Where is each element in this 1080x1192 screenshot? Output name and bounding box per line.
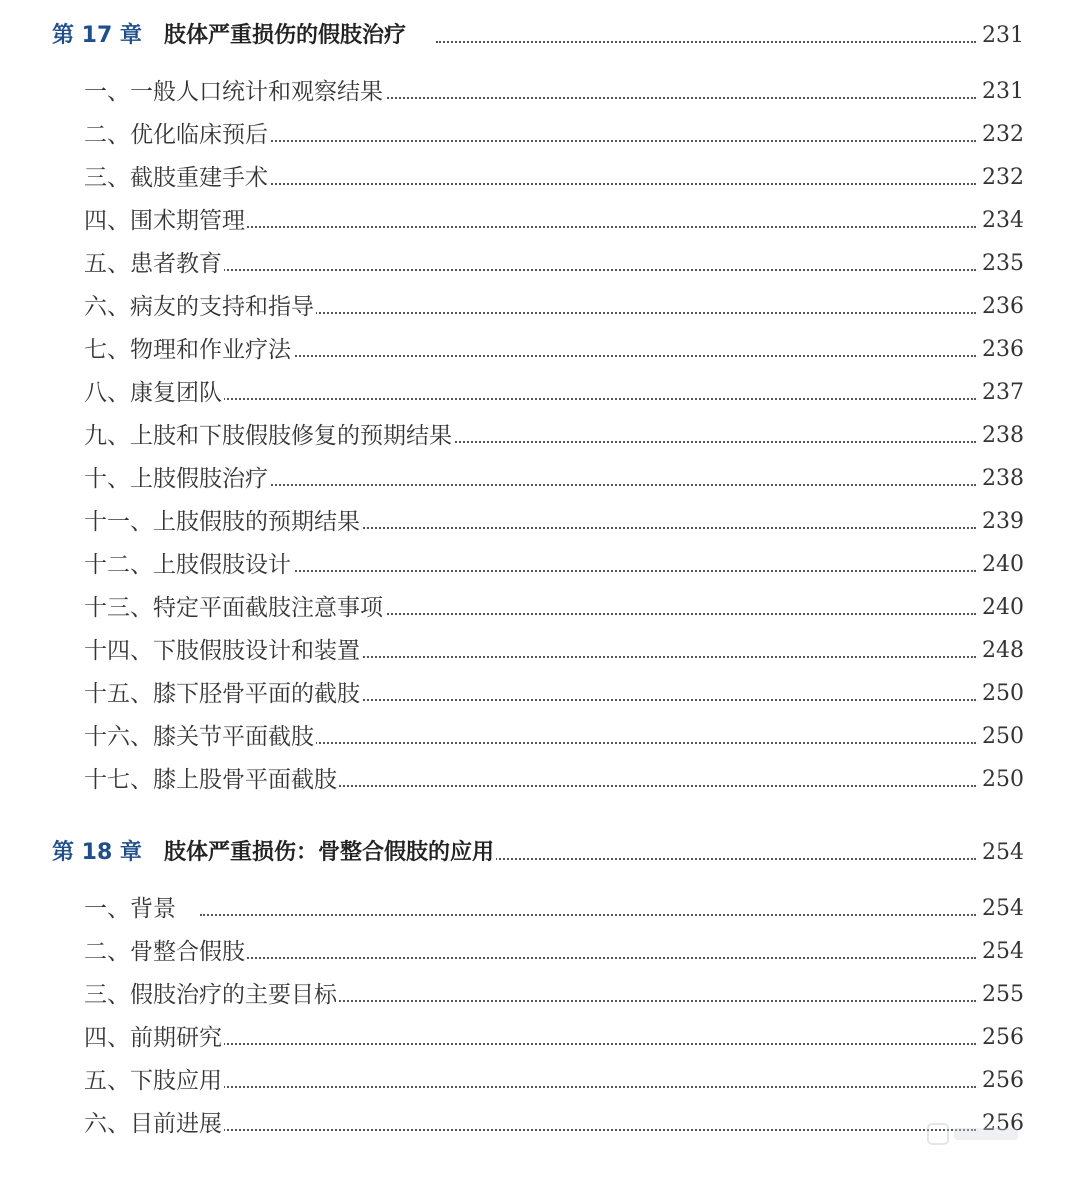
entry-title: 十四、下肢假肢设计和装置: [84, 634, 362, 668]
entry-title: 六、目前进展: [84, 1107, 224, 1141]
dot-leader: [200, 140, 976, 142]
toc-entry[interactable]: [0, 333, 1080, 367]
entry-title: 一、背景: [84, 892, 178, 926]
toc-entry[interactable]: [0, 892, 1080, 926]
dot-leader: [200, 742, 976, 744]
toc-entry[interactable]: [0, 677, 1080, 711]
page-number: 248: [978, 634, 1024, 668]
chapter-number: 第 17 章: [52, 23, 142, 48]
entry-title: 九、上肢和下肢假肢修复的预期结果: [84, 419, 454, 453]
toc-entry[interactable]: [0, 1064, 1080, 1098]
dot-leader: [200, 183, 976, 185]
page-number: 254: [978, 935, 1024, 969]
toc-entry[interactable]: [0, 118, 1080, 152]
entry-title: 十二、上肢假肢设计: [84, 548, 293, 582]
page-number: 250: [978, 763, 1024, 797]
entry-title: 十一、上肢假肢的预期结果: [84, 505, 362, 539]
toc-entry[interactable]: [0, 419, 1080, 453]
page-number: 254: [978, 892, 1024, 926]
toc-entry[interactable]: [0, 1107, 1080, 1141]
chapter-heading: [52, 836, 496, 870]
toc-entry[interactable]: [0, 161, 1080, 195]
page-number: 231: [978, 75, 1024, 109]
entry-title: 十七、膝上股骨平面截肢: [84, 763, 339, 797]
dot-leader: [200, 570, 976, 572]
toc-entry[interactable]: [0, 591, 1080, 625]
toc-entry[interactable]: [0, 376, 1080, 410]
page-number: 240: [978, 591, 1024, 625]
entry-title: 十三、特定平面截肢注意事项: [84, 591, 385, 625]
entry-title: 五、患者教育: [84, 247, 224, 281]
toc-entry[interactable]: [0, 75, 1080, 109]
dot-leader: [200, 1086, 976, 1088]
page-number: 256: [978, 1064, 1024, 1098]
dot-leader: [200, 398, 976, 400]
page-number: 231: [978, 19, 1024, 53]
page-number: 238: [978, 462, 1024, 496]
dot-leader: [200, 1129, 976, 1131]
page-number: 237: [978, 376, 1024, 410]
page-number: 256: [978, 1107, 1024, 1141]
chapter-number: 第 18 章: [52, 840, 142, 865]
toc-entry[interactable]: [0, 290, 1080, 324]
dot-leader: [436, 41, 976, 43]
toc-entry[interactable]: [0, 763, 1080, 797]
toc-entry[interactable]: [0, 634, 1080, 668]
toc-entry[interactable]: [0, 462, 1080, 496]
watermark-logo-icon: [924, 1118, 1024, 1150]
dot-leader: [200, 312, 976, 314]
entry-title: 十、上肢假肢治疗: [84, 462, 270, 496]
toc-chapter-row[interactable]: [0, 836, 1080, 870]
page-number: 239: [978, 505, 1024, 539]
entry-title: 三、假肢治疗的主要目标: [84, 978, 339, 1012]
entry-title: 八、康复团队: [84, 376, 224, 410]
toc-entry[interactable]: [0, 204, 1080, 238]
toc-entry[interactable]: [0, 720, 1080, 754]
entry-title: 七、物理和作业疗法: [84, 333, 293, 367]
entry-title: 四、前期研究: [84, 1021, 224, 1055]
page-number: 236: [978, 290, 1024, 324]
dot-leader: [200, 484, 976, 486]
page-number: 240: [978, 548, 1024, 582]
page-number: 232: [978, 161, 1024, 195]
page-number: 238: [978, 419, 1024, 453]
chapter-heading: [52, 19, 408, 53]
entry-title: 二、优化临床预后: [84, 118, 270, 152]
toc-entry[interactable]: [0, 247, 1080, 281]
entry-title: 二、骨整合假肢: [84, 935, 247, 969]
dot-leader: [200, 1043, 976, 1045]
entry-title: 一、一般人口统计和观察结果: [84, 75, 385, 109]
page-number: 250: [978, 677, 1024, 711]
chapter-title: 肢体严重损伤的假肢治疗: [163, 23, 406, 48]
chapter-title: 肢体严重损伤：骨整合假肢的应用: [163, 840, 494, 865]
page-number: 250: [978, 720, 1024, 754]
toc-entry[interactable]: [0, 935, 1080, 969]
page-number: 255: [978, 978, 1024, 1012]
entry-title: 十六、膝关节平面截肢: [84, 720, 316, 754]
page-number: 232: [978, 118, 1024, 152]
entry-title: 三、截肢重建手术: [84, 161, 270, 195]
entry-title: 四、围术期管理: [84, 204, 247, 238]
page-number: 256: [978, 1021, 1024, 1055]
page-number: 234: [978, 204, 1024, 238]
toc-entry[interactable]: [0, 978, 1080, 1012]
entry-title: 六、病友的支持和指导: [84, 290, 316, 324]
toc-entry[interactable]: [0, 548, 1080, 582]
dot-leader: [200, 957, 976, 959]
toc-entry[interactable]: [0, 505, 1080, 539]
dot-leader: [200, 269, 976, 271]
dot-leader: [200, 355, 976, 357]
page-number: 254: [978, 836, 1024, 870]
toc-chapter-row[interactable]: [0, 19, 1080, 53]
dot-leader: [200, 914, 976, 916]
toc-entry[interactable]: [0, 1021, 1080, 1055]
dot-leader: [436, 858, 976, 860]
entry-title: 五、下肢应用: [84, 1064, 224, 1098]
page-number: 235: [978, 247, 1024, 281]
entry-title: 十五、膝下胫骨平面的截肢: [84, 677, 362, 711]
dot-leader: [200, 226, 976, 228]
page-number: 236: [978, 333, 1024, 367]
